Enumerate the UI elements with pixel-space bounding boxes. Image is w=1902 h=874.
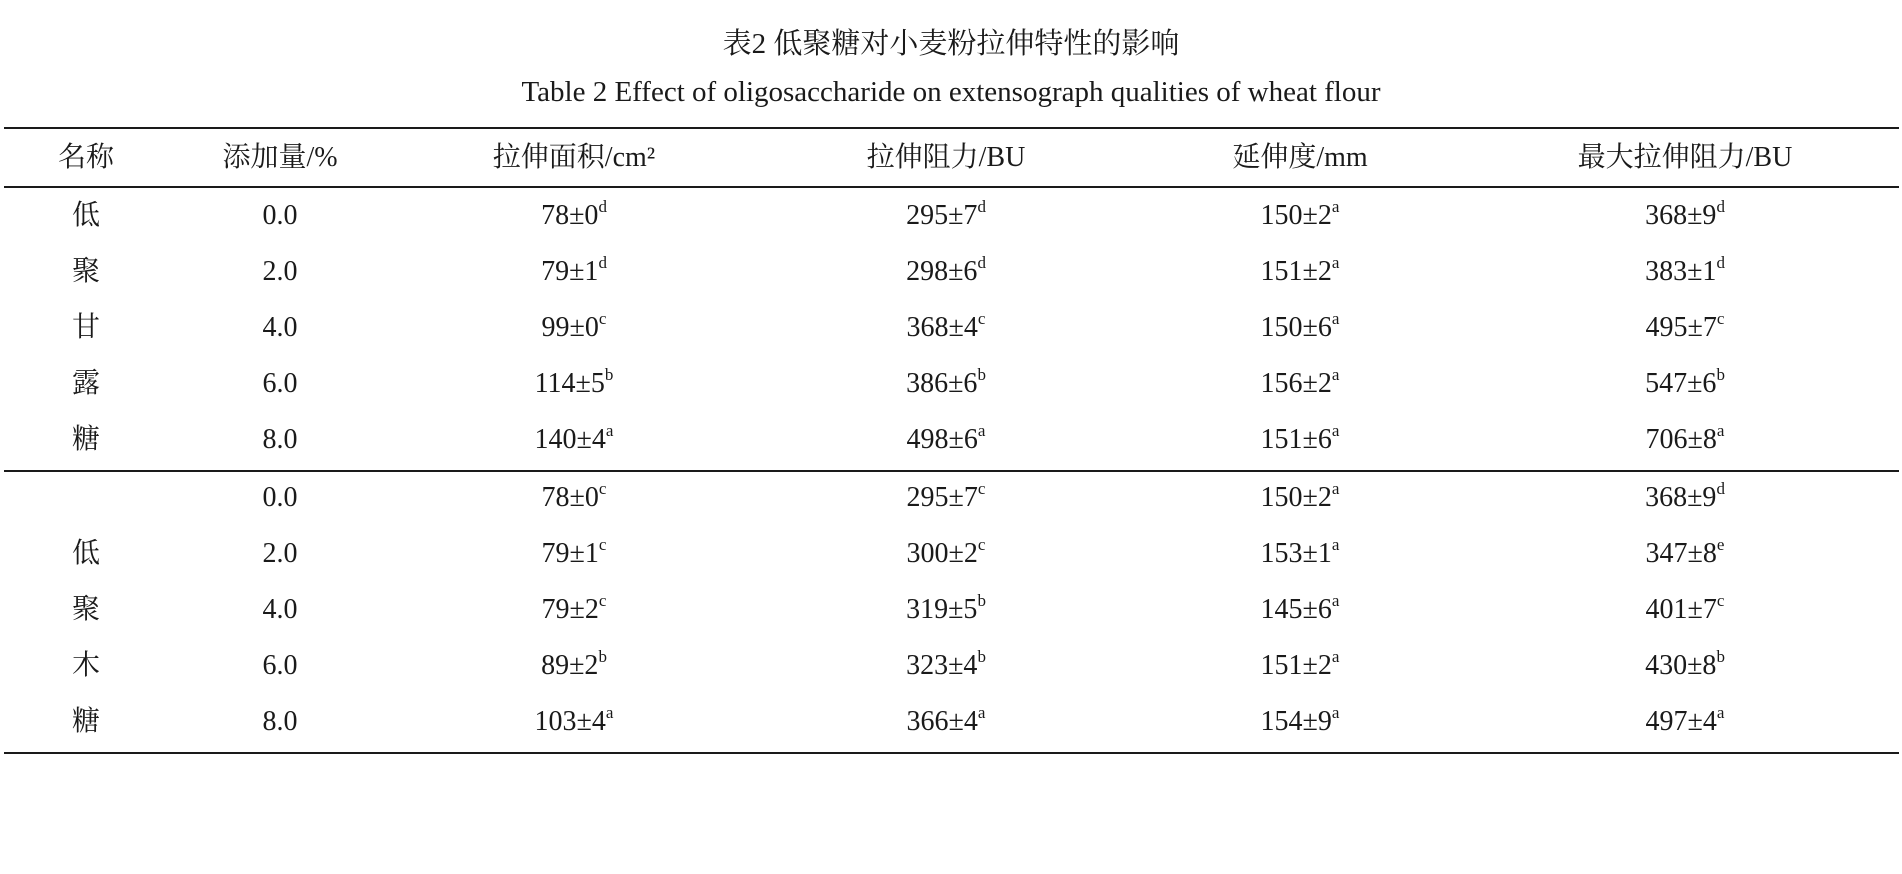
cell-value: 甘 (71, 312, 100, 343)
significance-letter: c (977, 478, 986, 498)
cell-extensibility (1132, 478, 1468, 518)
header-max-resistance: 最大拉伸阻力/BU (1577, 142, 1793, 173)
cell-value: 8.0 (262, 706, 298, 737)
significance-letter: a (1331, 590, 1340, 610)
cell-value: 151±2 (1260, 650, 1332, 681)
cell-extension-area (388, 252, 760, 292)
significance-letter: a (1331, 702, 1340, 722)
cell-extensibility (1132, 646, 1468, 686)
significance-letter: a (1331, 364, 1340, 384)
cell-extensibility (1132, 702, 1468, 742)
cell-max-resistance (1468, 252, 1902, 292)
table-bottom-rule (4, 752, 1899, 754)
table-row (0, 420, 1902, 460)
significance-letter: a (1331, 308, 1340, 328)
cell-extensibility (1132, 196, 1468, 236)
cell-value: 聚 (71, 256, 100, 287)
cell-value: 99±0 (541, 312, 599, 343)
cell-name (0, 420, 172, 460)
cell-value: 4.0 (262, 312, 298, 343)
cell-extension-resistance (760, 308, 1132, 348)
significance-letter: d (977, 196, 986, 216)
cell-value: 2.0 (262, 256, 298, 287)
cell-value: 156±2 (1260, 368, 1332, 399)
cell-value: 8.0 (262, 424, 298, 455)
cell-value: 386±6 (906, 368, 978, 399)
cell-extension-area (388, 196, 760, 236)
significance-letter: c (598, 534, 607, 554)
cell-value: 78±0 (541, 482, 599, 513)
cell-value: 368±9 (1645, 482, 1717, 513)
significance-letter: b (977, 364, 986, 384)
cell-value: 露 (71, 368, 100, 399)
cell-name (0, 252, 172, 292)
significance-letter: d (1716, 478, 1725, 498)
cell-addition (172, 196, 388, 236)
cell-addition (172, 590, 388, 630)
significance-letter: a (1331, 420, 1340, 440)
significance-letter: d (1716, 196, 1725, 216)
cell-value: 368±4 (906, 312, 978, 343)
cell-name (0, 534, 172, 574)
cell-name (0, 702, 172, 742)
table-row (0, 252, 1902, 292)
significance-letter: a (1331, 534, 1340, 554)
cell-value: 319±5 (906, 594, 978, 625)
cell-name (0, 308, 172, 348)
cell-addition (172, 420, 388, 460)
table-row (0, 308, 1902, 348)
header-name: 名称 (57, 142, 114, 173)
cell-extensibility (1132, 252, 1468, 292)
cell-value: 糖 (71, 706, 100, 737)
cell-value: 366±4 (906, 706, 978, 737)
cell-value: 糖 (71, 424, 100, 455)
significance-letter: b (977, 590, 986, 610)
significance-letter: b (1716, 364, 1725, 384)
cell-value: 401±7 (1645, 594, 1717, 625)
significance-letter: b (598, 646, 607, 666)
cell-max-resistance (1468, 364, 1902, 404)
cell-addition (172, 702, 388, 742)
cell-max-resistance (1468, 590, 1902, 630)
cell-value: 79±1 (541, 538, 599, 569)
significance-letter: a (1331, 252, 1340, 272)
cell-value: 0.0 (262, 200, 298, 231)
table-header-row (0, 138, 1902, 178)
cell-addition (172, 364, 388, 404)
cell-value: 151±6 (1260, 424, 1332, 455)
significance-letter: d (1716, 252, 1725, 272)
significance-letter: a (1331, 478, 1340, 498)
cell-value: 153±1 (1260, 538, 1332, 569)
cell-extension-area (388, 590, 760, 630)
cell-max-resistance (1468, 646, 1902, 686)
cell-addition (172, 646, 388, 686)
header-extensibility: 延伸度/mm (1232, 142, 1368, 173)
significance-letter: b (1716, 646, 1725, 666)
cell-value: 6.0 (262, 650, 298, 681)
cell-extension-resistance (760, 196, 1132, 236)
cell-value: 295±7 (906, 482, 978, 513)
cell-extension-area (388, 702, 760, 742)
significance-letter: c (598, 308, 607, 328)
cell-max-resistance (1468, 534, 1902, 574)
significance-letter: c (1716, 590, 1725, 610)
significance-letter: e (1716, 534, 1725, 554)
cell-value: 300±2 (906, 538, 978, 569)
cell-name (0, 196, 172, 236)
significance-letter: b (604, 364, 614, 384)
cell-value: 298±6 (906, 256, 978, 287)
cell-extension-resistance (760, 478, 1132, 518)
cell-extensibility (1132, 590, 1468, 630)
cell-value: 295±7 (906, 200, 978, 231)
cell-value: 383±1 (1645, 256, 1717, 287)
cell-extension-resistance (760, 646, 1132, 686)
significance-letter: c (1716, 308, 1725, 328)
cell-value: 103±4 (534, 706, 606, 737)
cell-addition (172, 252, 388, 292)
significance-letter: a (605, 702, 614, 722)
table-title-cn: 表2 低聚糖对小麦粉拉伸特性的影响 (722, 28, 1180, 60)
cell-value: 2.0 (262, 538, 298, 569)
cell-value: 323±4 (906, 650, 978, 681)
significance-letter: a (977, 702, 986, 722)
cell-value: 低 (71, 538, 100, 569)
cell-extension-resistance (760, 702, 1132, 742)
cell-value: 151±2 (1260, 256, 1332, 287)
cell-value: 6.0 (262, 368, 298, 399)
cell-extension-area (388, 478, 760, 518)
cell-addition (172, 478, 388, 518)
cell-value: 150±2 (1260, 482, 1332, 513)
cell-value: 79±1 (541, 256, 599, 287)
cell-max-resistance (1468, 420, 1902, 460)
cell-extensibility (1132, 308, 1468, 348)
cell-value: 495±7 (1645, 312, 1717, 343)
cell-max-resistance (1468, 196, 1902, 236)
table-row (0, 534, 1902, 574)
cell-extension-area (388, 646, 760, 686)
cell-extension-area (388, 534, 760, 574)
cell-extension-resistance (760, 534, 1132, 574)
table-row (0, 478, 1902, 518)
significance-letter: a (1716, 702, 1725, 722)
cell-name (0, 364, 172, 404)
cell-value: 150±2 (1260, 200, 1332, 231)
cell-value: 低 (71, 200, 100, 231)
cell-extension-area (388, 364, 760, 404)
cell-addition (172, 308, 388, 348)
significance-letter: c (598, 478, 607, 498)
cell-name (0, 646, 172, 686)
cell-extension-area (388, 420, 760, 460)
cell-value: 140±4 (534, 424, 606, 455)
cell-extension-area (388, 308, 760, 348)
significance-letter: a (1716, 420, 1725, 440)
cell-extension-resistance (760, 590, 1132, 630)
table-title-en: Table 2 Effect of oligosaccharide on extensograph qualities of wheat flour (521, 76, 1381, 108)
cell-value: 聚 (71, 594, 100, 625)
header-addition: 添加量/% (222, 142, 338, 173)
significance-letter: c (977, 534, 986, 554)
cell-value: 154±9 (1260, 706, 1332, 737)
table-row (0, 646, 1902, 686)
table-row (0, 364, 1902, 404)
cell-extension-resistance (760, 252, 1132, 292)
table-row (0, 590, 1902, 630)
cell-max-resistance (1468, 702, 1902, 742)
cell-extensibility (1132, 420, 1468, 460)
cell-extension-resistance (760, 364, 1132, 404)
header-extension-resistance: 拉伸阻力/BU (866, 142, 1026, 173)
cell-name (0, 478, 172, 518)
cell-value: 706±8 (1645, 424, 1717, 455)
cell-value: 木 (71, 650, 100, 681)
cell-extensibility (1132, 364, 1468, 404)
cell-max-resistance (1468, 308, 1902, 348)
cell-value: 78±0 (541, 200, 599, 231)
group-separator-rule (4, 470, 1899, 472)
cell-value: 4.0 (262, 594, 298, 625)
significance-letter: d (598, 252, 607, 272)
cell-value: 89±2 (541, 650, 599, 681)
cell-value: 150±6 (1260, 312, 1332, 343)
table-top-rule (4, 127, 1899, 129)
significance-letter: d (598, 196, 607, 216)
cell-addition (172, 534, 388, 574)
header-bottom-rule (4, 186, 1899, 188)
cell-value: 347±8 (1645, 538, 1717, 569)
cell-value: 498±6 (906, 424, 978, 455)
significance-letter: b (977, 646, 986, 666)
cell-extensibility (1132, 534, 1468, 574)
table-row (0, 702, 1902, 742)
cell-name (0, 590, 172, 630)
cell-value: 145±6 (1260, 594, 1332, 625)
significance-letter: a (1331, 646, 1340, 666)
cell-max-resistance (1468, 478, 1902, 518)
cell-value: 79±2 (541, 594, 599, 625)
significance-letter: a (605, 420, 614, 440)
cell-value: 114±5 (534, 368, 605, 399)
cell-value: 0.0 (262, 482, 298, 513)
table-row (0, 196, 1902, 236)
header-extension-area: 拉伸面积/cm² (492, 142, 656, 173)
significance-letter: a (1331, 196, 1340, 216)
cell-value: 368±9 (1645, 200, 1717, 231)
significance-letter: d (977, 252, 986, 272)
significance-letter: a (977, 420, 986, 440)
cell-value: 430±8 (1645, 650, 1717, 681)
significance-letter: c (598, 590, 607, 610)
cell-value: 497±4 (1645, 706, 1717, 737)
cell-value: 547±6 (1645, 368, 1717, 399)
cell-extension-resistance (760, 420, 1132, 460)
significance-letter: c (977, 308, 986, 328)
